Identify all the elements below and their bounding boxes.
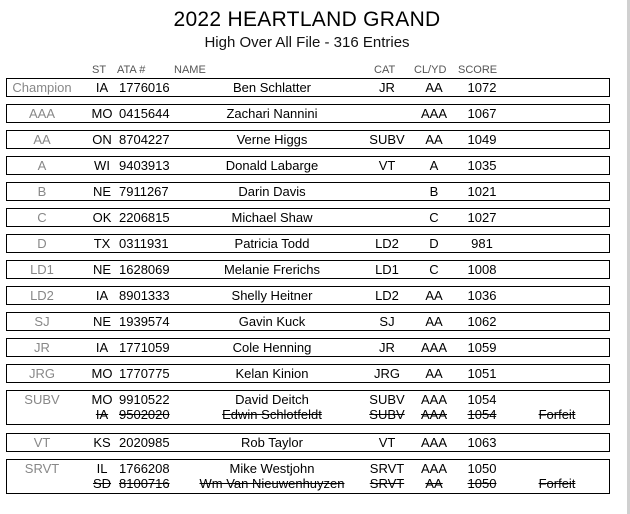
forfeit-cell-st: SD <box>92 476 112 491</box>
cell-ata: 7911267 <box>119 184 169 199</box>
cell-cl: AA <box>425 132 443 147</box>
table-row <box>6 338 610 357</box>
cell-score: 1049 <box>467 132 497 147</box>
cell-cat: JR <box>379 340 395 355</box>
cell-name: Kelan Kinion <box>235 366 309 381</box>
cell-class: B <box>37 184 47 199</box>
cell-name: Verne Higgs <box>236 132 308 147</box>
table-row <box>6 390 610 425</box>
cell-ata: 2206815 <box>119 210 170 225</box>
cell-cat: LD2 <box>375 236 399 251</box>
cell-class: JRG <box>29 366 55 381</box>
cell-name: Cole Henning <box>232 340 312 355</box>
table-row <box>6 208 610 227</box>
cell-name: Mike Westjohn <box>229 461 315 476</box>
table-row <box>6 312 610 331</box>
forfeit-line <box>7 407 609 423</box>
cell-name: Donald Labarge <box>225 158 319 173</box>
cell-name: Michael Shaw <box>231 210 313 225</box>
cell-cl: AA <box>425 80 443 95</box>
cell-st: NE <box>92 184 112 199</box>
cell-name: Shelly Heitner <box>231 288 313 303</box>
cell-class: D <box>37 236 47 251</box>
cell-ata: 2020985 <box>119 435 170 450</box>
cell-cat: VT <box>378 435 396 450</box>
cell-ata: 1776016 <box>119 80 170 95</box>
cell-score: 981 <box>471 236 493 251</box>
winner-line <box>7 262 609 278</box>
cell-cl: A <box>429 158 439 173</box>
cell-cat: JR <box>379 80 395 95</box>
forfeit-cell-cat: SUBV <box>369 407 405 422</box>
forfeit-cell-score: 1054 <box>467 407 497 422</box>
cell-score: 1035 <box>467 158 497 173</box>
cell-cl: AA <box>425 314 443 329</box>
winner-line <box>7 288 609 304</box>
cell-name: Ben Schlatter <box>232 80 312 95</box>
cell-score: 1027 <box>467 210 497 225</box>
cell-class: VT <box>33 435 51 450</box>
cell-st: IA <box>95 288 109 303</box>
cell-class: SUBV <box>24 392 60 407</box>
table-row <box>6 156 610 175</box>
winner-line <box>7 158 609 174</box>
cell-ata: 1766208 <box>119 461 170 476</box>
cell-st: OK <box>92 210 112 225</box>
cell-cl: C <box>429 210 439 225</box>
cell-cl: AAA <box>420 340 447 355</box>
cell-cat: LD1 <box>375 262 399 277</box>
cell-ata: 1770775 <box>119 366 170 381</box>
cell-class: SJ <box>34 314 50 329</box>
cell-cat: LD2 <box>375 288 399 303</box>
cell-cl: AAA <box>420 106 447 121</box>
cell-ata: 8704227 <box>119 132 170 147</box>
cell-name: Darin Davis <box>238 184 306 199</box>
cell-score: 1051 <box>467 366 497 381</box>
cell-cl: AAA <box>420 461 447 476</box>
cell-cat: SJ <box>379 314 395 329</box>
cell-name: Zachari Nannini <box>226 106 318 121</box>
cell-name: Melanie Frerichs <box>223 262 321 277</box>
cell-st: TX <box>93 236 111 251</box>
winner-line <box>7 340 609 356</box>
cell-st: IL <box>96 461 108 476</box>
cell-cat: SUBV <box>369 132 405 147</box>
cell-ata: 9910522 <box>119 392 170 407</box>
forfeit-line <box>7 476 609 492</box>
table-row <box>6 286 610 305</box>
header-cl-yd: CL/YD <box>414 64 447 76</box>
cell-st: MO <box>91 392 113 407</box>
cell-cat: SRVT <box>369 461 405 476</box>
cell-st: KS <box>93 435 111 450</box>
table-row <box>6 182 610 201</box>
winner-line <box>7 435 609 451</box>
forfeit-cell-name: Wm Van Nieuwenhuyzen <box>199 476 345 491</box>
winner-line <box>7 80 609 96</box>
table-row <box>6 260 610 279</box>
winner-line <box>7 366 609 382</box>
cell-score: 1062 <box>467 314 497 329</box>
forfeit-cell-score: 1050 <box>467 476 497 491</box>
table-row <box>6 364 610 383</box>
cell-score: 1021 <box>467 184 497 199</box>
cell-st: IA <box>95 340 109 355</box>
forfeit-cell-cat: SRVT <box>369 476 405 491</box>
cell-cat: VT <box>378 158 396 173</box>
cell-st: WI <box>94 158 110 173</box>
forfeit-cell-ata: 9502020 <box>119 407 170 422</box>
cell-st: IA <box>95 80 109 95</box>
cell-ata: 8901333 <box>119 288 170 303</box>
forfeit-cell-cl: AAA <box>420 407 447 422</box>
cell-class: Champion <box>12 80 72 95</box>
cell-class: LD1 <box>30 262 54 277</box>
cell-st: MO <box>91 366 113 381</box>
forfeit-cell-note: Forfeit <box>538 407 576 422</box>
cell-cl: C <box>429 262 439 277</box>
winner-line <box>7 132 609 148</box>
winner-line <box>7 461 609 477</box>
cell-cat: JRG <box>374 366 400 381</box>
cell-ata: 1939574 <box>119 314 170 329</box>
page-subtitle: High Over All File - 316 Entries <box>204 34 410 51</box>
cell-class: LD2 <box>30 288 54 303</box>
cell-score: 1008 <box>467 262 497 277</box>
winner-line <box>7 314 609 330</box>
winner-line <box>7 392 609 408</box>
cell-st: MO <box>91 106 113 121</box>
cell-name: Gavin Kuck <box>238 314 306 329</box>
forfeit-cell-ata: 8100716 <box>119 476 170 491</box>
header-ata: ATA # <box>117 64 146 76</box>
table-row <box>6 78 610 97</box>
table-row <box>6 459 610 494</box>
cell-name: Rob Taylor <box>241 435 303 450</box>
cell-score: 1063 <box>467 435 497 450</box>
table-row <box>6 104 610 123</box>
cell-class: JR <box>34 340 50 355</box>
page-title: 2022 HEARTLAND GRAND <box>173 8 441 31</box>
forfeit-cell-cl: AA <box>425 476 443 491</box>
cell-class: AAA <box>28 106 55 121</box>
forfeit-cell-st: IA <box>95 407 109 422</box>
cell-cl: AAA <box>420 435 447 450</box>
cell-cl: AA <box>425 366 443 381</box>
cell-cat: SUBV <box>369 392 405 407</box>
cell-ata: 0415644 <box>119 106 170 121</box>
forfeit-cell-name: Edwin Schlotfeldt <box>222 407 322 422</box>
table-row <box>6 433 610 452</box>
header-cat: CAT <box>374 64 396 76</box>
cell-score: 1050 <box>467 461 497 476</box>
forfeit-cell-note: Forfeit <box>538 476 576 491</box>
cell-ata: 1771059 <box>119 340 170 355</box>
header-st: ST <box>92 64 107 76</box>
cell-score: 1059 <box>467 340 497 355</box>
table-row <box>6 130 610 149</box>
cell-cl: B <box>429 184 439 199</box>
cell-ata: 9403913 <box>119 158 170 173</box>
header-score: SCORE <box>458 64 498 76</box>
cell-score: 1067 <box>467 106 497 121</box>
winner-line <box>7 210 609 226</box>
cell-name: David Deitch <box>235 392 309 407</box>
cell-class: A <box>37 158 47 173</box>
cell-score: 1054 <box>467 392 497 407</box>
table-row <box>6 234 610 253</box>
cell-cl: AA <box>425 288 443 303</box>
cell-st: ON <box>92 132 112 147</box>
winner-line <box>7 236 609 252</box>
cell-name: Patricia Todd <box>234 236 310 251</box>
winner-line <box>7 106 609 122</box>
cell-score: 1036 <box>467 288 497 303</box>
cell-score: 1072 <box>467 80 497 95</box>
winner-line <box>7 184 609 200</box>
cell-class: C <box>37 210 47 225</box>
cell-class: AA <box>33 132 51 147</box>
cell-cl: D <box>429 236 439 251</box>
cell-st: NE <box>92 262 112 277</box>
cell-ata: 0311931 <box>119 236 169 251</box>
cell-class: SRVT <box>24 461 60 476</box>
cell-cl: AAA <box>420 392 447 407</box>
header-name: NAME <box>174 64 206 76</box>
cell-ata: 1628069 <box>119 262 170 277</box>
cell-st: NE <box>92 314 112 329</box>
